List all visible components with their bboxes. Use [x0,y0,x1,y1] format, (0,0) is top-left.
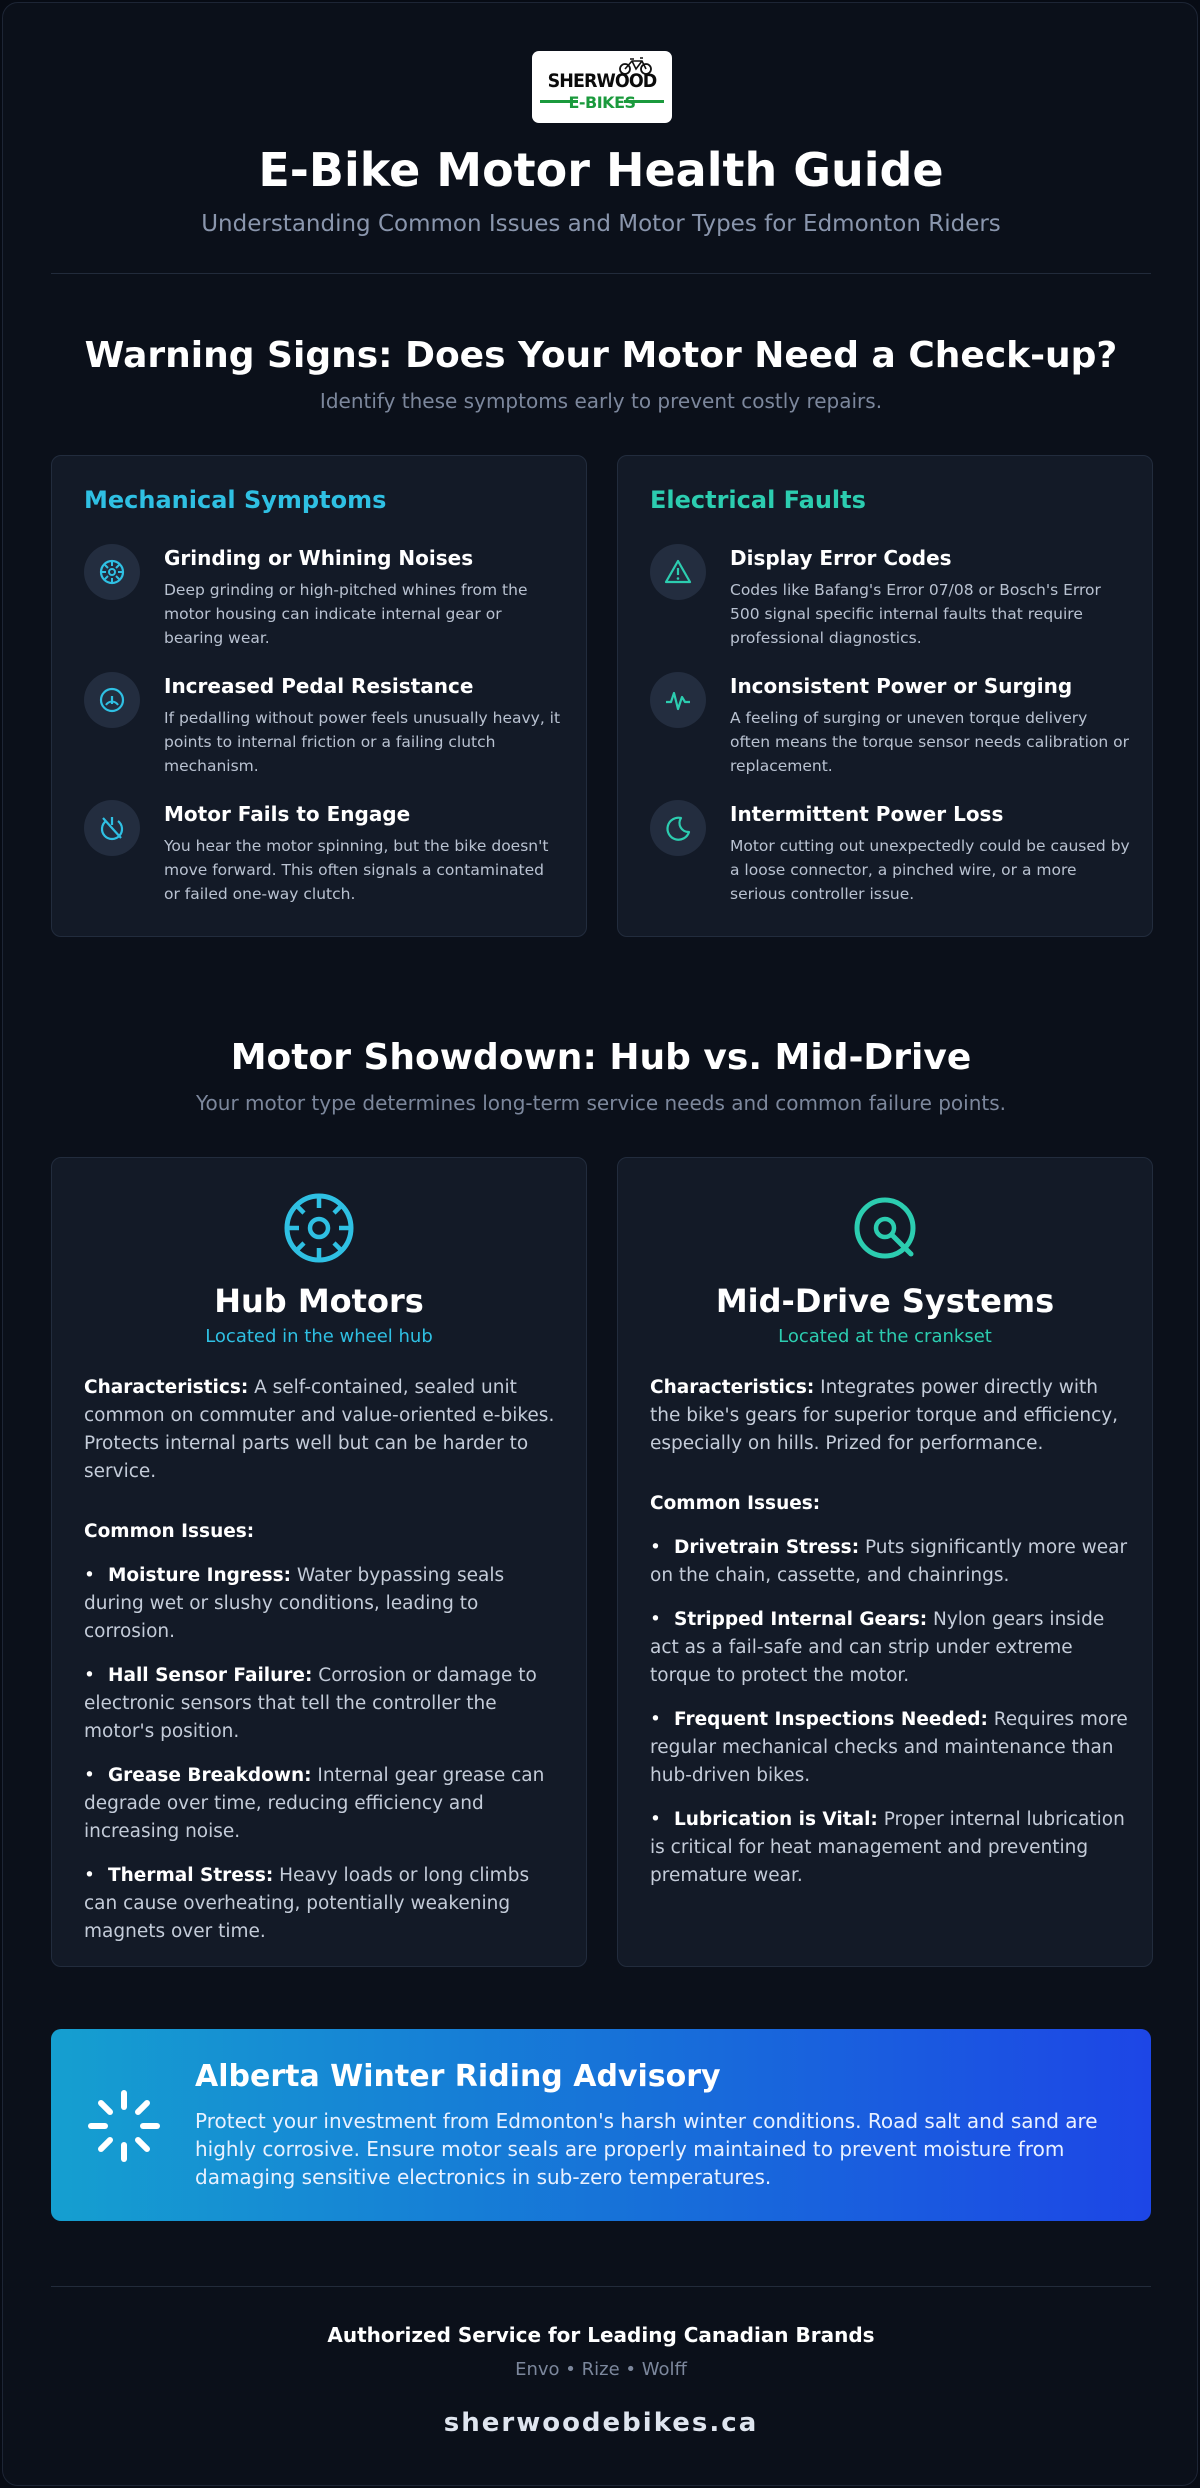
mechanical-symptoms-card [51,455,587,937]
issue-item [84,1562,568,1646]
bullet: • [650,1809,661,1830]
bullet: • [650,1537,661,1558]
issue-label: Grease Breakdown: [108,1765,312,1786]
brands-list: Envo • Rize • Wolff [515,2359,687,2380]
characteristics-text [84,1374,568,1486]
winter-advisory-banner [51,2029,1151,2221]
page-subtitle: Understanding Common Issues and Motor Types for Edmonton Riders [201,211,1001,237]
issue-label: Drivetrain Stress: [674,1537,860,1558]
mid-drive-location: Located at the crankset [778,1326,992,1347]
mid-drive-icon [618,1192,1152,1264]
logo-wordmark-top: SHERWOOD [547,70,657,92]
characteristics-text [650,1374,1134,1458]
showdown-section-subtitle: Your motor type determines long-term service needs and common failure points. [195,1091,1007,1115]
symptom-text: Codes like Bafang's Error 07/08 or Bosch's Error 500 signal specific internal faults that require professional diagnostics. [730,581,1101,647]
gauge-icon [84,672,140,728]
issue-text: Internal gear grease can degrade over time, reducing efficiency and increasing noise. [84,1765,545,1842]
issue-item [650,1706,1134,1790]
showdown-section-title: Motor Showdown: Hub vs. Mid-Drive [230,1037,972,1078]
issue-item [650,1806,1134,1890]
bullet: • [650,1609,661,1630]
symptom-text: You hear the motor spinning, but the bike doesn't move forward. This often signals a contaminated or failed one-way clutch. [164,837,549,903]
gear-icon [84,544,140,600]
issue-label: Lubrication is Vital: [674,1809,878,1830]
symptom-title: Intermittent Power Loss [730,802,1004,826]
bullet: • [650,1709,661,1730]
characteristics-value: A self-contained, sealed unit common on commuter and value-oriented e-bikes. Protects internal parts well but can be harder to service. [84,1377,555,1482]
brands-heading: Authorized Service for Leading Canadian Brands [327,2323,875,2347]
issue-item [84,1762,568,1846]
hub-motors-title: Hub Motors [214,1282,424,1320]
symptom-text: Deep grinding or high-pitched whines from the motor housing can indicate internal gear or bearing wear. [164,581,528,647]
mid-drive-body [650,1374,1134,1890]
issue-text: Heavy loads or long climbs can cause overheating, potentially weakening magnets over time. [84,1865,530,1942]
bullet: • [84,1765,95,1786]
mid-drive-title: Mid-Drive Systems [715,1282,1055,1320]
issue-text: Nylon gears inside act as a fail-safe and can strip under extreme torque to protect the motor. [650,1609,1105,1686]
common-issues-heading: Common Issues: [84,1521,255,1542]
symptom-text: If pedalling without power feels unusually heavy, it points to internal friction or a failing clutch mechanism. [164,709,561,775]
page-title: E-Bike Motor Health Guide [258,143,944,197]
hub-motors-body [84,1374,568,1946]
logo-wordmark-bottom: E-BIKES [568,93,636,112]
hub-motors-card [51,1157,587,1967]
warning-triangle-icon [650,544,706,600]
guide-page [2,2,1198,2486]
issue-label: Thermal Stress: [108,1865,274,1886]
electrical-heading: Electrical Faults [650,486,866,514]
issue-item [650,1534,1134,1590]
issue-text: Water bypassing seals during wet or slushy conditions, leading to corrosion. [84,1565,505,1642]
symptom-title: Motor Fails to Engage [164,802,411,826]
symptom-title: Inconsistent Power or Surging [730,674,1073,698]
issue-text: Proper internal lubrication is critical for heat management and preventing premature wear. [650,1809,1125,1886]
power-off-icon [84,800,140,856]
issue-item [84,1862,568,1946]
bullet: • [84,1865,95,1886]
header-divider [51,273,1151,274]
bullet: • [84,1665,95,1686]
issue-item [84,1662,568,1746]
hub-motors-location: Located in the wheel hub [205,1326,433,1347]
characteristics-label: Characteristics: [84,1377,249,1398]
warning-section-title: Warning Signs: Does Your Motor Need a Check-up? [84,335,1118,376]
symptom-title: Grinding or Whining Noises [164,546,474,570]
common-issues-heading: Common Issues: [650,1493,821,1514]
advisory-text: Protect your investment from Edmonton's harsh winter conditions. Road salt and sand are highly corrosive. Ensure motor seals are properly maintained to prevent moisture from damaging sensitive electronics in sub-zero temperatures. [195,2109,1098,2189]
issue-label: Frequent Inspections Needed: [674,1709,988,1730]
warning-section-subtitle: Identify these symptoms early to prevent costly repairs. [319,389,883,413]
bullet: • [84,1565,95,1586]
issue-label: Hall Sensor Failure: [108,1665,313,1686]
issue-label: Stripped Internal Gears: [674,1609,928,1630]
hub-motor-icon [52,1192,586,1264]
characteristics-value: Integrates power directly with the bike's gears for superior torque and efficiency, especially on hills. Prized for performance. [650,1377,1119,1454]
moon-icon [650,800,706,856]
issue-text: Corrosion or damage to electronic sensors that tell the controller the motor's position. [84,1665,537,1742]
symptom-text: A feeling of surging or uneven torque delivery often means the torque sensor needs calibration or replacement. [730,709,1129,775]
symptom-title: Display Error Codes [730,546,952,570]
issue-label: Moisture Ingress: [108,1565,291,1586]
issue-text: Requires more regular mechanical checks and maintenance than hub-driven bikes. [650,1709,1128,1786]
mid-drive-card [617,1157,1153,1967]
loading-spinner-icon [85,2087,163,2165]
advisory-title: Alberta Winter Riding Advisory [195,2059,721,2094]
symptom-title: Increased Pedal Resistance [164,674,474,698]
website-link[interactable]: sherwoodebikes.ca [443,2408,759,2438]
footer-divider [51,2286,1151,2287]
mechanical-heading: Mechanical Symptoms [84,486,387,514]
issue-item [650,1606,1134,1690]
sherwood-logo [532,51,672,123]
electrical-faults-card [617,455,1153,937]
pulse-icon [650,672,706,728]
characteristics-label: Characteristics: [650,1377,815,1398]
issue-text: Puts significantly more wear on the chain, cassette, and chainrings. [650,1537,1128,1586]
symptom-text: Motor cutting out unexpectedly could be caused by a loose connector, a pinched wire, or a more serious controller issue. [730,837,1130,903]
